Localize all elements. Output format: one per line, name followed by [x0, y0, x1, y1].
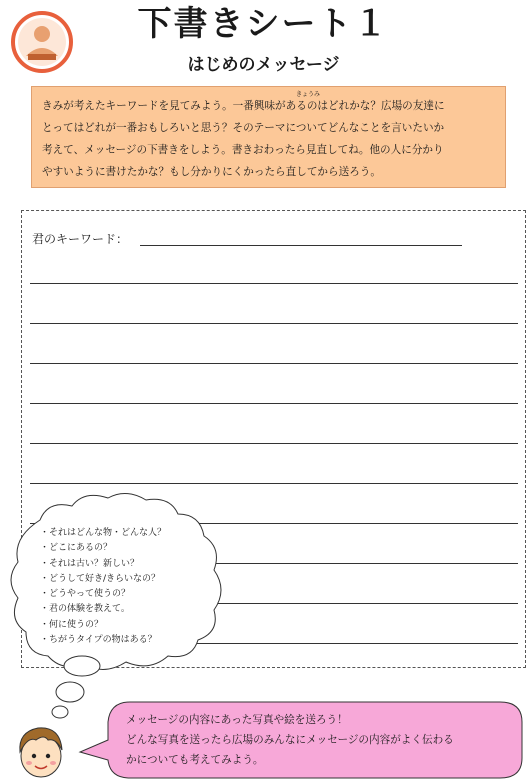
page-subtitle: はじめのメッセージ: [187, 55, 340, 75]
prompt-item: ・ どこにあるの？: [40, 541, 210, 556]
page-title: 下書きシート１: [137, 4, 390, 44]
instruction-line: やすいように書けたかな？もし分かりにくかったら直してから送ろう。: [42, 166, 381, 178]
furigana: きょうみ: [296, 91, 321, 98]
prompt-list: [40, 526, 210, 648]
writing-line[interactable]: [30, 443, 518, 444]
prompt-item: ・ どうして好き/きらいなの？: [40, 572, 210, 587]
writing-line[interactable]: [30, 323, 518, 324]
keyword-label: 君のキーワード：: [32, 232, 129, 246]
prompt-item: ・ 君の体験を教えて。: [40, 602, 210, 617]
bubble-text: [126, 710, 506, 770]
instruction-line: とってはどれが一番おもしろいと思う？そのテーマについてどんなことを言いたいか: [42, 122, 445, 134]
writing-line[interactable]: [30, 283, 518, 284]
writing-line[interactable]: [30, 363, 518, 364]
bubble-line: どんな写真を送ったら広場のみんなにメッセージの内容がよく伝わる: [126, 734, 454, 746]
instruction-line: 考えて、メッセージの下書きをしよう。書きおわったら見直してね。他の人に分かり: [42, 144, 444, 156]
keyword-input-line[interactable]: [140, 245, 462, 246]
boy-icon: [14, 722, 68, 780]
instruction-line: きょうみ きみが考えたキーワードを見てみよう。一番興味があるのはどれかな？広場の友達に: [42, 91, 445, 112]
writing-line[interactable]: [30, 403, 518, 404]
bubble-line: かについても考えてみよう。: [126, 754, 264, 766]
prompt-item: ・ どうやって使うの？: [40, 587, 210, 602]
instructions-box: [31, 86, 506, 188]
prompt-item: ・ ちがうタイプの物はある？: [40, 633, 210, 648]
bubble-line: メッセージの内容にあった写真や絵を送ろう！: [126, 714, 348, 726]
prompt-item: ・ 何に使うの？: [40, 618, 210, 633]
prompt-item: ・ それは古い？新しい？: [40, 557, 210, 572]
prompt-item: ・ それはどんな物・どんな人？: [40, 526, 210, 541]
